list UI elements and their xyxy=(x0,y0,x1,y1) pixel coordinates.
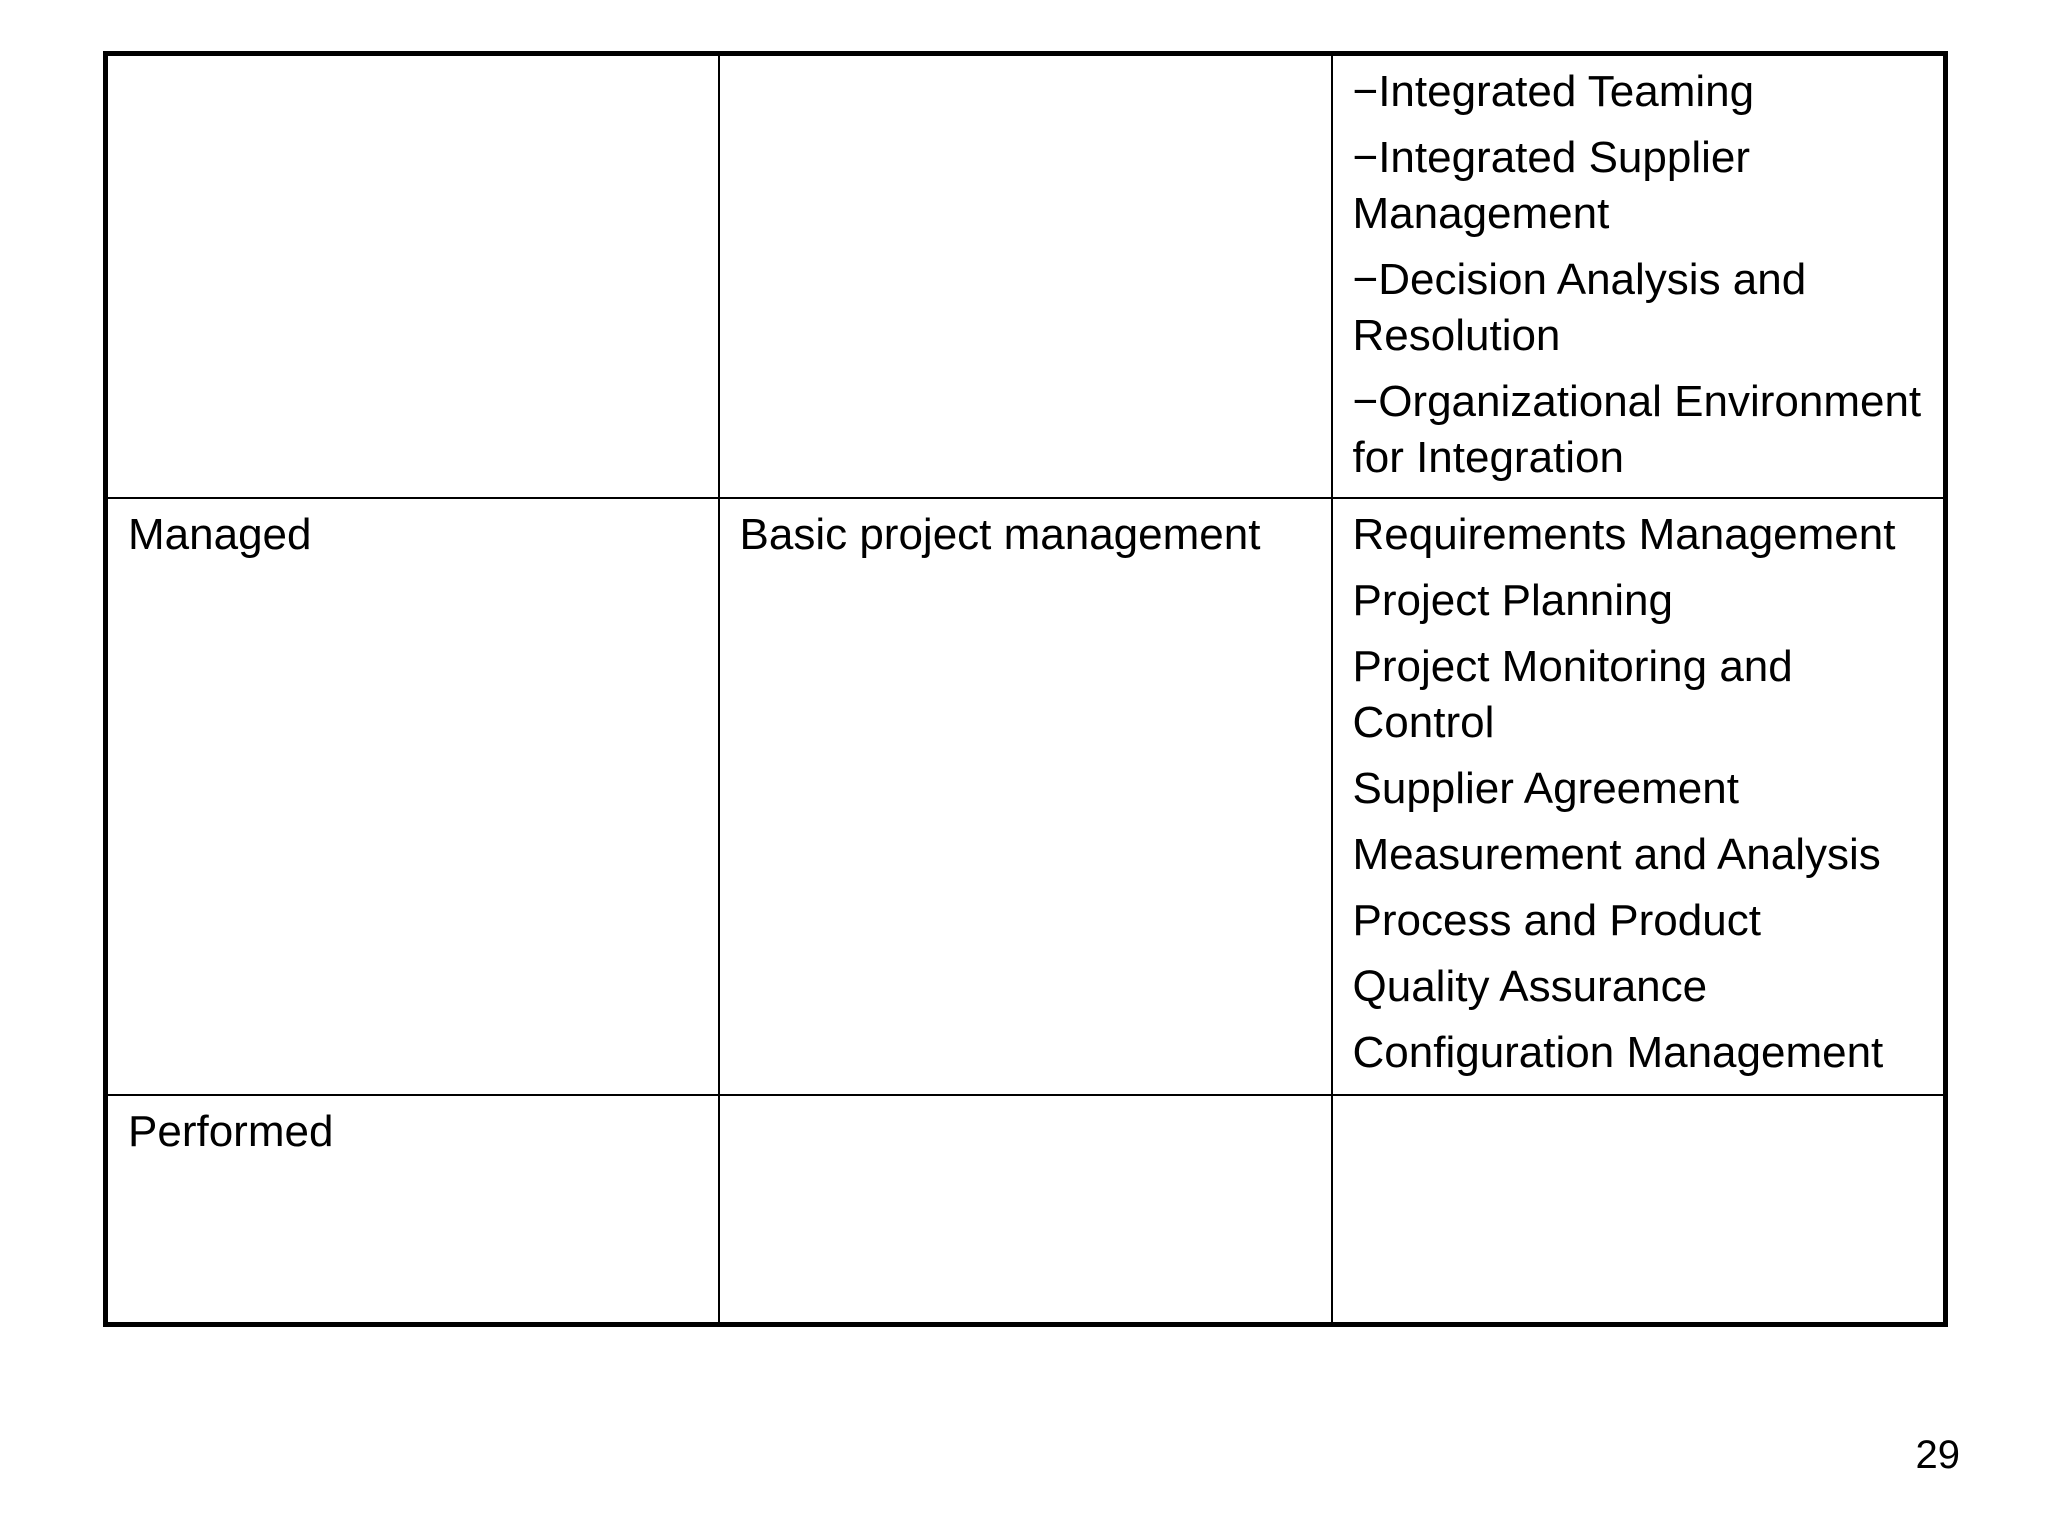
process-area-item: −Organizational Environment for Integration xyxy=(1352,377,1922,482)
process-area-item: Configuration Management xyxy=(1352,1027,1884,1077)
process-area-item: Quality Assurance xyxy=(1352,961,1708,1011)
process-area-item: Process and Product xyxy=(1352,895,1761,945)
process-area-item: Requirements Management xyxy=(1352,509,1896,559)
process-areas-cell xyxy=(1332,54,1946,498)
focus-cell xyxy=(719,54,1332,498)
focus-cell: Basic project management xyxy=(719,498,1332,1095)
process-area-item: −Integrated Supplier Management xyxy=(1352,133,1751,238)
process-areas-cell xyxy=(1332,498,1946,1095)
process-area-item: Measurement and Analysis xyxy=(1352,829,1881,879)
process-areas-cell xyxy=(1332,1095,1946,1325)
level-cell: Performed xyxy=(106,1095,719,1325)
process-area-item: −Integrated Teaming xyxy=(1352,67,1755,116)
level-cell: Managed xyxy=(106,498,719,1095)
focus-cell xyxy=(719,1095,1332,1325)
table-row xyxy=(106,1095,1946,1325)
process-area-item: −Decision Analysis and Resolution xyxy=(1352,255,1807,360)
maturity-level-table xyxy=(103,51,1948,1327)
level-cell xyxy=(106,54,719,498)
process-area-item: Project Planning xyxy=(1352,575,1673,625)
table-row xyxy=(106,498,1946,1095)
table-row xyxy=(106,54,1946,498)
page-number: 29 xyxy=(1915,1433,1960,1477)
process-area-item: Supplier Agreement xyxy=(1352,763,1739,813)
process-area-item: Project Monitoring and Control xyxy=(1352,641,1793,747)
